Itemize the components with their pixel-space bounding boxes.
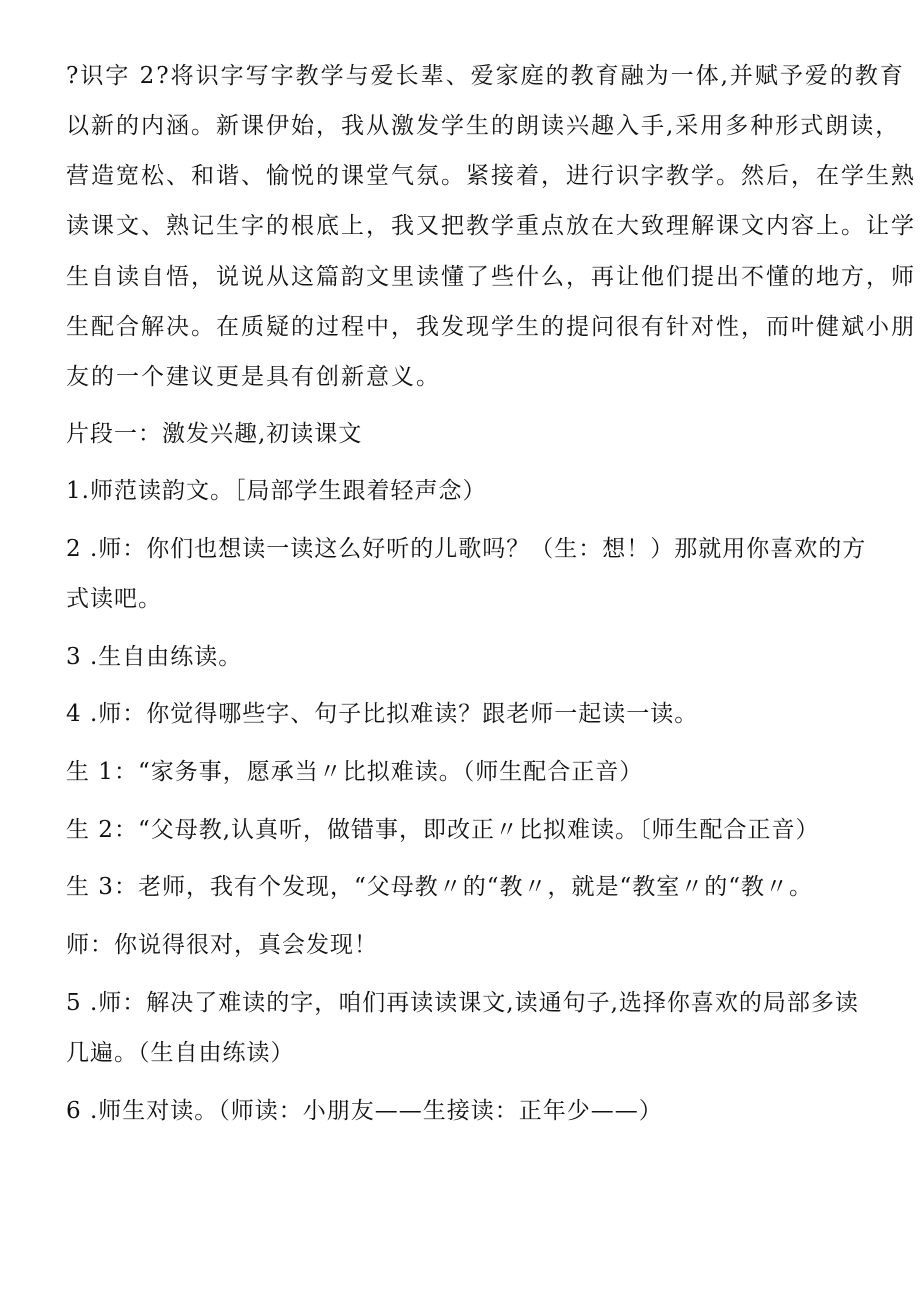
intro-line-6: 生配合解决。在质疑的过程中，我发现学生的提问很有针对性，而叶健斌小朋 [66, 314, 916, 340]
intro-line-5: 生自读自悟，说说从这篇韵文里读懂了些什么，再让他们提出不懂的地方，师 [66, 264, 916, 290]
student-3-line: 生 3：老师，我有个发现，“父母教〃的“教〃，就是“教室〃的“教〃。 [66, 874, 813, 900]
student-2-line: 生 2：“父母教,认真听，做错事，即改正〃比拟难读。〔师生配合正音） [66, 817, 820, 843]
step-5-line-1: 5 .师：解决了难读的字，咱们再读读课文,读通句子,选择你喜欢的局部多读 [66, 990, 859, 1016]
intro-line-4: 读课文、熟记生字的根底上，我又把教学重点放在大致理解课文内容上。让学 [66, 213, 916, 239]
step-2-line-1: 2 .师：你们也想读一读这么好听的儿歌吗？（生：想！）那就用你喜欢的方 [66, 536, 867, 562]
section-title: 片段一：激发兴趣,初读课文 [66, 421, 363, 447]
step-4: 4 .师：你觉得哪些字、句子比拟难读？跟老师一起读一读。 [66, 701, 699, 727]
intro-line-3: 营造宽松、和谐、愉悦的课堂气氛。紧接着，进行识字教学。然后，在学生熟 [66, 163, 916, 189]
step-5-line-2: 几遍。（生自由练读） [66, 1040, 295, 1066]
intro-line-1: ?识字 2?将识字写字教学与爱长辈、爱家庭的教育融为一体,并赋予爱的教育 [66, 63, 905, 89]
teacher-reply-line: 师：你说得很对，真会发现！ [66, 932, 378, 958]
intro-line-7: 友的一个建议更是具有创新意义。 [66, 364, 441, 390]
intro-line-2: 以新的内涵。新课伊始，我从激发学生的朗读兴趣入手,采用多种形式朗读， [66, 113, 901, 139]
step-6: 6 .师生对读。（师读：小朋友——生接读：正年少——） [66, 1098, 663, 1124]
student-1-line: 生 1：“家务事，愿承当〃比拟难读。（师生配合正音） [66, 759, 644, 785]
step-2-line-2: 式读吧。 [66, 586, 162, 612]
step-3: 3 .生自由练读。 [66, 644, 243, 670]
step-1: 1.师范读韵文。［局部学生跟着轻声念） [66, 478, 487, 504]
